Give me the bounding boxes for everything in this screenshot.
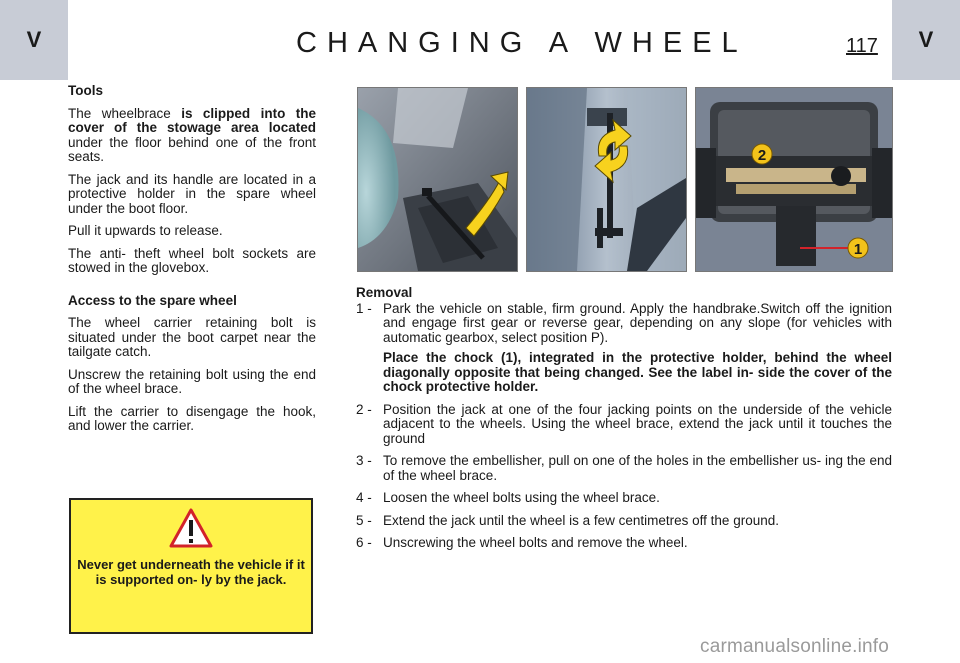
photo-wheelbrace — [526, 87, 687, 272]
step-number: 2 - — [356, 401, 372, 417]
step-body — [383, 403, 892, 447]
photo-jack-holder — [695, 87, 893, 272]
removal-step — [356, 536, 892, 551]
step-number: 5 - — [356, 512, 372, 528]
callout-1-label: 1 — [853, 241, 863, 258]
section-tab-right: V — [892, 0, 960, 80]
step-text: Unscrewing the wheel bolts and remove the wheel. — [383, 535, 688, 550]
warning-box — [69, 498, 313, 634]
step-bold-note: Place the chock (1), integrated in the protective holder, behind the wheel diagonally opposite that being changed. See the label in- side the cover of the chock protective holder. — [383, 350, 892, 394]
tools-text: The wheelbrace — [68, 105, 182, 121]
spacer — [68, 284, 316, 294]
tools-paragraph-2: The jack and its handle are located in a protective holder in the spare wheel under the boot floor. — [68, 171, 316, 216]
step-number: 3 - — [356, 453, 372, 468]
step-body — [383, 536, 892, 551]
removal-step — [356, 403, 892, 447]
access-paragraph-2: Unscrew the retaining bolt using the end of the wheel brace. — [68, 366, 316, 396]
tools-text-end: under the floor behind one of the front seats. — [68, 134, 316, 164]
page-header — [0, 0, 960, 80]
step-text: Loosen the wheel bolts using the wheel brace. — [383, 490, 660, 505]
removal-section — [356, 286, 892, 559]
removal-heading: Removal — [356, 285, 413, 300]
removal-step — [356, 302, 892, 395]
step-number: 6 - — [356, 535, 372, 550]
watermark: carmanualsonline.info — [700, 636, 890, 657]
removal-step — [356, 491, 892, 506]
tools-paragraph-4: The anti- theft wheel bolt sockets are stowed in the glovebox. — [68, 245, 316, 275]
step-body — [383, 302, 892, 395]
removal-step — [356, 514, 892, 529]
step-body — [383, 454, 892, 483]
tools-heading: Tools — [68, 83, 103, 98]
step-text: Position the jack at one of the four jacking points on the underside of the vehicle adjacent to the wheels. Using the wheel brace, extend the jack until it touches the ground — [383, 401, 892, 446]
step-number: 4 - — [356, 490, 372, 505]
warning-text: Never get underneath the vehicle if it is supported on- ly by the jack. — [77, 557, 305, 587]
tools-text-bold: is clipped into the cover of the stowage area located — [68, 105, 316, 135]
page-title: CHANGING A WHEEL — [296, 27, 748, 59]
tools-paragraph-1 — [68, 107, 316, 165]
jack-holder-illustration — [696, 88, 892, 271]
wheelbrace-illustration — [527, 88, 686, 271]
section-tab-left: V — [0, 0, 68, 80]
access-paragraph-1: The wheel carrier retaining bolt is situated under the boot carpet near the tailgate catch. — [68, 315, 316, 359]
removal-step — [356, 454, 892, 483]
page-number: 117 — [846, 35, 878, 57]
access-heading: Access to the spare wheel — [68, 292, 237, 308]
callout-2-label: 2 — [757, 147, 767, 164]
access-paragraph-3: Lift the carrier to disengage the hook, and lower the carrier. — [68, 403, 316, 433]
left-column — [68, 84, 316, 442]
step-text: Extend the jack until the wheel is a few centimetres off the ground. — [383, 512, 779, 528]
stowage-area-illustration — [358, 88, 517, 271]
tools-paragraph-3: Pull it upwards to release. — [68, 223, 223, 238]
step-body — [383, 491, 892, 506]
step-text: To remove the embellisher, pull on one of the holes in the embellisher us- ing the end of the wheel brace. — [383, 453, 892, 483]
removal-steps — [356, 302, 892, 551]
step-number: 1 - — [356, 300, 372, 316]
step-text: Park the vehicle on stable, firm ground. Apply the handbrake.Switch off the ignition and engage first gear or reverse gear, depending on any slope (for vehicles with automatic gearbox, select position P). — [383, 300, 892, 345]
warning-triangle-icon — [169, 508, 213, 548]
photo-stowage-area — [357, 87, 518, 272]
step-body — [383, 514, 892, 529]
